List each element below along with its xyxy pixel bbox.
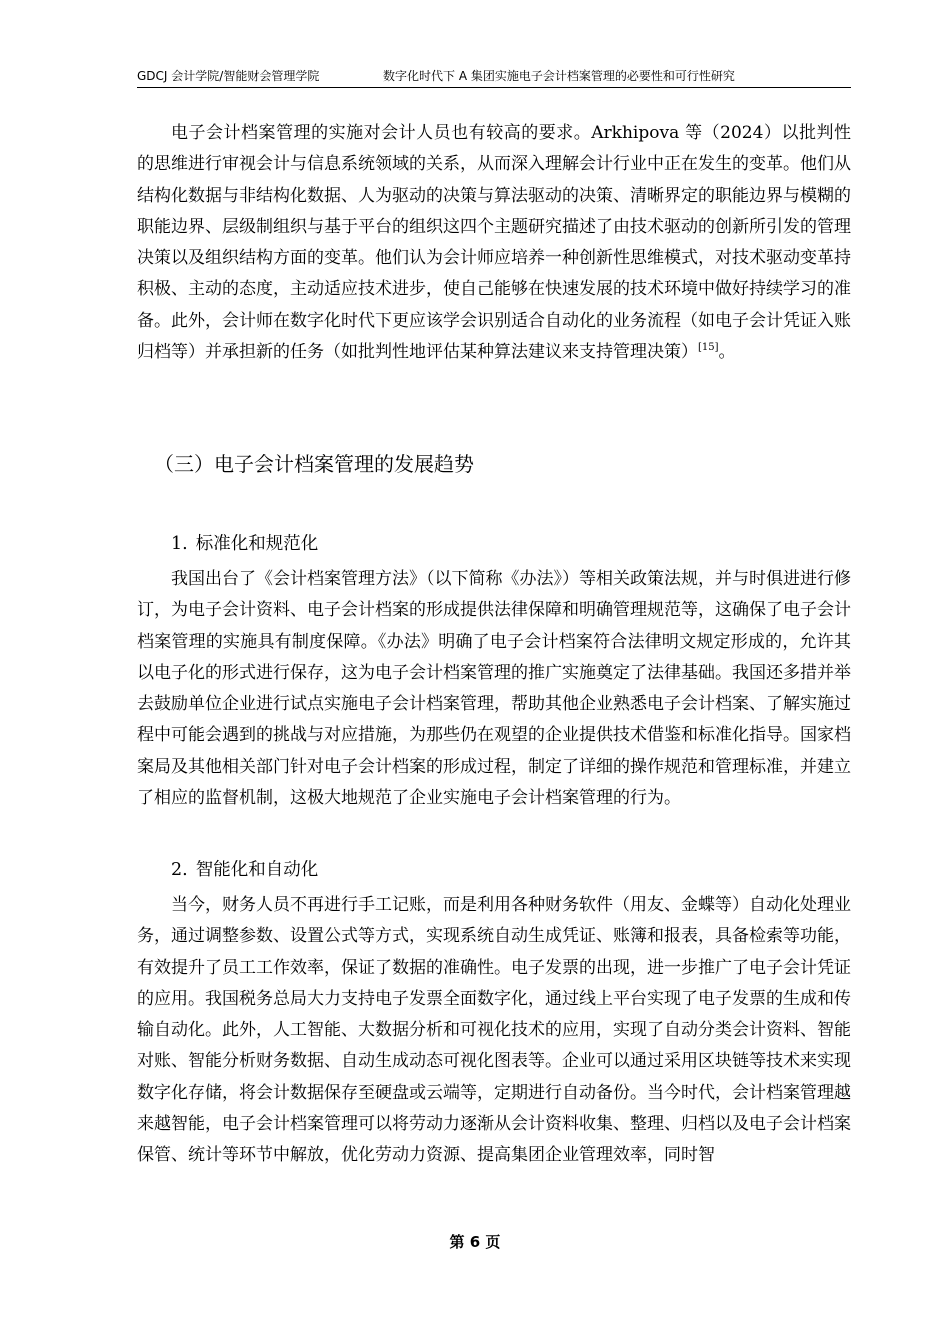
paragraph-automation: 当今，财务人员不再进行手工记账，而是利用各种财务软件（用友、金蝶等）自动化处理业务，通过调整参数、设置公式等方式，实现系统自动生成凭证、账簿和报表，具备检索等功能，有效提升了员工工作效率，保证了数据的准确性。电子发票的出现，进一步推广了电子会计凭证的应用。我国税务总局大力支持电子发票全面数字化，通过线上平台实现了电子发票的生成和传输自动化。此外，人工智能、大数据分析和可视化技术的应用，实现了自动分类会计资料、智能对账、智能分析财务数据、自动生成动态可视化图表等。企业可以通过采用区块链等技术来实现数字化存储，将会计数据保存至硬盘或云端等，定期进行自动备份。当今时代，会计档案管理越来越智能，电子会计档案管理可以将劳动力逐渐从会计资料收集、整理、归档以及电子会计档案保管、统计等环节中解放，优化劳动力资源、提高集团企业管理效率，同时智: [137, 895, 851, 1166]
section-heading: （三）电子会计档案管理的发展趋势: [154, 452, 474, 476]
header-paper-title: 数字化时代下 A 集团实施电子会计档案管理的必要性和可行性研究: [383, 69, 735, 83]
header-institution: GDCJ 会计学院/智能财会管理学院: [137, 69, 320, 83]
subsection-heading-standardization: [171, 530, 318, 558]
page-header: [137, 67, 851, 88]
paragraph-end-punctuation: 。: [718, 342, 736, 363]
paragraph-text: 电子会计档案管理的实施对会计人员也有较高的要求。Arkhipova 等（2024）以批判性的思维进行审视会计与信息系统领域的关系，从而深入理解会计行业中正在发生的变革。他们从结构化数据与非结构化数据、人为驱动的决策与算法驱动的决策、清晰界定的职能边界与模糊的职能边界、层级制组织与基于平台的组织这四个主题研究描述了由技术驱动的创新所引发的管理决策以及组织结构方面的变革。他们认为会计师应培养一种创新性思维模式，对技术驱动变革持积极、主动的态度，主动适应技术进步，使自己能够在快速发展的技术环境中做好持续学习的准备。此外，会计师在数字化时代下更应该学会识别适合自动化的业务流程（如电子会计凭证入账归档等）并承担新的任务（如批判性地评估某种算法建议来支持管理决策）: [137, 123, 851, 363]
subsection-number: 2.: [171, 860, 188, 880]
subsection-number: 1.: [171, 534, 188, 554]
page-number: 第 6 页: [449, 1233, 501, 1251]
paragraph-arkhipova: [137, 118, 851, 368]
paragraph-standardization: 我国出台了《会计档案管理方法》（以下简称《办法》）等相关政策法规，并与时俱进进行修订，为电子会计资料、电子会计档案的形成提供法律保障和明确管理规范等，这确保了电子会计档案管理的实施具有制度保障。《办法》明确了电子会计档案符合法律明文规定形成的，允许其以电子化的形式进行保存，这为电子会计档案管理的推广实施奠定了法律基础。我国还多措并举去鼓励单位企业进行试点实施电子会计档案管理，帮助其他企业熟悉电子会计档案、了解实施过程中可能会遇到的挑战与对应措施，为那些仍在观望的企业提供技术借鉴和标准化指导。国家档案局及其他相关部门针对电子会计档案的形成过程，制定了详细的操作规范和管理标准，并建立了相应的监督机制，这极大地规范了企业实施电子会计档案管理的行为。: [137, 569, 851, 809]
subsection-title: 标准化和规范化: [195, 534, 319, 554]
citation-reference: [15]: [698, 342, 719, 354]
subsection-heading-automation: [171, 856, 318, 884]
subsection-title: 智能化和自动化: [195, 860, 319, 880]
